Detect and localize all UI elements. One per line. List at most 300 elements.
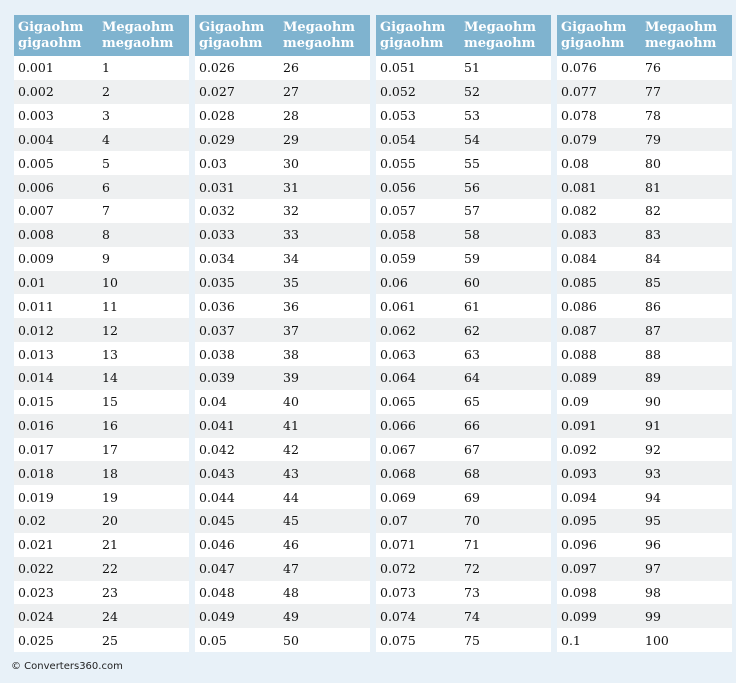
megaohm-value: 89 [641,366,732,390]
megaohm-value: 64 [460,366,551,390]
conversion-table-4 [557,15,732,652]
gigaohm-value: 0.018 [14,461,98,485]
megaohm-value: 18 [98,461,189,485]
megaohm-value: 41 [279,414,370,438]
megaohm-value: 84 [641,247,732,271]
megaohm-value: 8 [98,223,189,247]
megaohm-value: 32 [279,199,370,223]
table-row [14,199,189,223]
megaohm-value: 4 [98,128,189,152]
megaohm-value: 55 [460,151,551,175]
table-row [557,294,732,318]
megaohm-value: 11 [98,294,189,318]
megaohm-value: 19 [98,485,189,509]
megaohm-value: 5 [98,151,189,175]
table-row [376,104,551,128]
megaohm-value: 56 [460,175,551,199]
table-row [14,128,189,152]
gigaohm-value: 0.045 [195,509,279,533]
table-row [557,342,732,366]
table-row [557,56,732,80]
table-row [195,318,370,342]
table-row [195,80,370,104]
megaohm-value: 68 [460,461,551,485]
gigaohm-value: 0.092 [557,438,641,462]
table-row [195,199,370,223]
table-header-row [195,15,370,56]
conversion-table-3 [376,15,551,652]
gigaohm-value: 0.037 [195,318,279,342]
table-row [14,628,189,652]
gigaohm-value: 0.03 [195,151,279,175]
table-row [557,557,732,581]
gigaohm-value: 0.04 [195,390,279,414]
megaohm-value: 71 [460,533,551,557]
gigaohm-value: 0.042 [195,438,279,462]
megaohm-value: 60 [460,271,551,295]
gigaohm-value: 0.031 [195,175,279,199]
megaohm-value: 52 [460,80,551,104]
table-row [14,80,189,104]
table-row [557,247,732,271]
gigaohm-value: 0.06 [376,271,460,295]
gigaohm-value: 0.014 [14,366,98,390]
gigaohm-value: 0.07 [376,509,460,533]
gigaohm-value: 0.013 [14,342,98,366]
gigaohm-column-header: Gigaohm gigaohm [195,15,279,56]
gigaohm-value: 0.065 [376,390,460,414]
megaohm-value: 34 [279,247,370,271]
gigaohm-value: 0.01 [14,271,98,295]
megaohm-value: 61 [460,294,551,318]
table-row [376,509,551,533]
table-row [195,342,370,366]
table-row [557,533,732,557]
gigaohm-value: 0.062 [376,318,460,342]
table-row [376,581,551,605]
gigaohm-value: 0.028 [195,104,279,128]
megaohm-value: 2 [98,80,189,104]
table-row [195,56,370,80]
table-row [376,247,551,271]
table-row [557,104,732,128]
table-row [195,628,370,652]
gigaohm-value: 0.008 [14,223,98,247]
megaohm-value: 1 [98,56,189,80]
megaohm-value: 75 [460,628,551,652]
gigaohm-value: 0.078 [557,104,641,128]
megaohm-value: 80 [641,151,732,175]
megaohm-value: 24 [98,604,189,628]
megaohm-value: 76 [641,56,732,80]
table-row [376,366,551,390]
table-row [195,414,370,438]
gigaohm-value: 0.025 [14,628,98,652]
table-row [14,318,189,342]
table-row [376,151,551,175]
table-row [195,485,370,509]
table-row [14,604,189,628]
megaohm-value: 66 [460,414,551,438]
gigaohm-value: 0.083 [557,223,641,247]
megaohm-value: 26 [279,56,370,80]
table-row [376,485,551,509]
table-row [376,128,551,152]
table-row [14,342,189,366]
gigaohm-value: 0.067 [376,438,460,462]
table-header-row [557,15,732,56]
table-row [195,128,370,152]
gigaohm-value: 0.074 [376,604,460,628]
gigaohm-value: 0.047 [195,557,279,581]
table-row [14,175,189,199]
megaohm-value: 21 [98,533,189,557]
gigaohm-value: 0.057 [376,199,460,223]
table-row [14,366,189,390]
megaohm-value: 93 [641,461,732,485]
table-row [14,438,189,462]
table-row [557,223,732,247]
gigaohm-value: 0.051 [376,56,460,80]
megaohm-value: 27 [279,80,370,104]
table-row [14,533,189,557]
gigaohm-value: 0.082 [557,199,641,223]
gigaohm-value: 0.017 [14,438,98,462]
megaohm-value: 7 [98,199,189,223]
megaohm-value: 77 [641,80,732,104]
copyright-footer: © Converters360.com [11,661,123,672]
gigaohm-value: 0.091 [557,414,641,438]
megaohm-value: 58 [460,223,551,247]
gigaohm-value: 0.061 [376,294,460,318]
megaohm-value: 70 [460,509,551,533]
gigaohm-value: 0.032 [195,199,279,223]
gigaohm-value: 0.006 [14,175,98,199]
megaohm-value: 12 [98,318,189,342]
conversion-table-2 [195,15,370,652]
gigaohm-value: 0.021 [14,533,98,557]
megaohm-value: 92 [641,438,732,462]
megaohm-value: 97 [641,557,732,581]
table-row [14,581,189,605]
table-row [376,199,551,223]
table-row [557,581,732,605]
megaohm-value: 54 [460,128,551,152]
gigaohm-value: 0.059 [376,247,460,271]
table-row [195,604,370,628]
gigaohm-value: 0.019 [14,485,98,509]
megaohm-value: 74 [460,604,551,628]
table-row [557,604,732,628]
gigaohm-value: 0.077 [557,80,641,104]
gigaohm-value: 0.003 [14,104,98,128]
table-row [557,390,732,414]
table-row [376,80,551,104]
megaohm-value: 96 [641,533,732,557]
table-row [557,199,732,223]
megaohm-value: 35 [279,271,370,295]
table-row [376,318,551,342]
megaohm-value: 17 [98,438,189,462]
megaohm-value: 22 [98,557,189,581]
gigaohm-value: 0.038 [195,342,279,366]
table-row [195,557,370,581]
megaohm-value: 85 [641,271,732,295]
table-row [14,485,189,509]
megaohm-value: 33 [279,223,370,247]
megaohm-value: 88 [641,342,732,366]
megaohm-value: 86 [641,294,732,318]
megaohm-value: 6 [98,175,189,199]
table-row [195,223,370,247]
gigaohm-value: 0.086 [557,294,641,318]
gigaohm-value: 0.064 [376,366,460,390]
table-row [376,414,551,438]
gigaohm-value: 0.071 [376,533,460,557]
gigaohm-value: 0.097 [557,557,641,581]
megaohm-value: 3 [98,104,189,128]
table-row [14,56,189,80]
megaohm-value: 95 [641,509,732,533]
gigaohm-value: 0.05 [195,628,279,652]
megaohm-value: 30 [279,151,370,175]
gigaohm-value: 0.004 [14,128,98,152]
gigaohm-value: 0.023 [14,581,98,605]
conversion-tables [14,15,732,652]
gigaohm-column-header: Gigaohm gigaohm [14,15,98,56]
gigaohm-value: 0.011 [14,294,98,318]
gigaohm-value: 0.072 [376,557,460,581]
table-row [14,461,189,485]
table-row [376,342,551,366]
gigaohm-value: 0.015 [14,390,98,414]
megaohm-value: 91 [641,414,732,438]
table-row [376,557,551,581]
megaohm-value: 14 [98,366,189,390]
gigaohm-column-header: Gigaohm gigaohm [557,15,641,56]
table-row [376,533,551,557]
gigaohm-value: 0.069 [376,485,460,509]
gigaohm-value: 0.085 [557,271,641,295]
gigaohm-value: 0.076 [557,56,641,80]
megaohm-value: 53 [460,104,551,128]
gigaohm-value: 0.007 [14,199,98,223]
megaohm-value: 90 [641,390,732,414]
table-row [557,485,732,509]
gigaohm-value: 0.02 [14,509,98,533]
table-row [195,104,370,128]
megaohm-value: 25 [98,628,189,652]
table-row [557,175,732,199]
table-row [376,175,551,199]
megaohm-value: 28 [279,104,370,128]
gigaohm-value: 0.099 [557,604,641,628]
gigaohm-value: 0.005 [14,151,98,175]
gigaohm-value: 0.043 [195,461,279,485]
table-row [14,390,189,414]
megaohm-value: 13 [98,342,189,366]
megaohm-value: 36 [279,294,370,318]
table-row [557,80,732,104]
table-row [376,461,551,485]
megaohm-value: 23 [98,581,189,605]
gigaohm-value: 0.055 [376,151,460,175]
megaohm-value: 44 [279,485,370,509]
gigaohm-value: 0.073 [376,581,460,605]
megaohm-value: 29 [279,128,370,152]
table-row [14,223,189,247]
gigaohm-value: 0.036 [195,294,279,318]
megaohm-value: 65 [460,390,551,414]
gigaohm-value: 0.012 [14,318,98,342]
gigaohm-value: 0.093 [557,461,641,485]
table-row [14,414,189,438]
megaohm-value: 51 [460,56,551,80]
gigaohm-value: 0.026 [195,56,279,80]
table-row [376,223,551,247]
gigaohm-value: 0.048 [195,581,279,605]
gigaohm-value: 0.066 [376,414,460,438]
megaohm-value: 47 [279,557,370,581]
megaohm-value: 57 [460,199,551,223]
table-row [557,271,732,295]
gigaohm-value: 0.052 [376,80,460,104]
table-row [195,366,370,390]
megaohm-value: 48 [279,581,370,605]
megaohm-value: 82 [641,199,732,223]
megaohm-value: 99 [641,604,732,628]
megaohm-value: 59 [460,247,551,271]
megaohm-value: 45 [279,509,370,533]
gigaohm-value: 0.056 [376,175,460,199]
table-row [557,438,732,462]
megaohm-value: 78 [641,104,732,128]
megaohm-column-header: Megaohm megaohm [98,15,189,56]
gigaohm-value: 0.096 [557,533,641,557]
table-row [376,628,551,652]
table-header-row [376,15,551,56]
megaohm-value: 63 [460,342,551,366]
table-row [14,294,189,318]
megaohm-value: 15 [98,390,189,414]
megaohm-value: 62 [460,318,551,342]
gigaohm-value: 0.095 [557,509,641,533]
gigaohm-value: 0.034 [195,247,279,271]
gigaohm-value: 0.094 [557,485,641,509]
megaohm-value: 67 [460,438,551,462]
megaohm-value: 79 [641,128,732,152]
megaohm-value: 49 [279,604,370,628]
gigaohm-value: 0.087 [557,318,641,342]
megaohm-value: 20 [98,509,189,533]
gigaohm-value: 0.046 [195,533,279,557]
gigaohm-value: 0.053 [376,104,460,128]
megaohm-value: 72 [460,557,551,581]
megaohm-value: 100 [641,628,732,652]
table-row [195,509,370,533]
table-row [557,509,732,533]
gigaohm-value: 0.081 [557,175,641,199]
table-row [557,414,732,438]
table-row [195,271,370,295]
table-row [14,557,189,581]
table-row [14,509,189,533]
gigaohm-value: 0.029 [195,128,279,152]
gigaohm-value: 0.089 [557,366,641,390]
table-row [14,151,189,175]
table-row [195,247,370,271]
gigaohm-value: 0.1 [557,628,641,652]
table-row [14,104,189,128]
table-header-row [14,15,189,56]
table-row [376,271,551,295]
megaohm-value: 94 [641,485,732,509]
table-row [376,438,551,462]
gigaohm-value: 0.009 [14,247,98,271]
gigaohm-value: 0.063 [376,342,460,366]
megaohm-value: 81 [641,175,732,199]
megaohm-value: 39 [279,366,370,390]
table-row [376,604,551,628]
gigaohm-value: 0.027 [195,80,279,104]
megaohm-value: 40 [279,390,370,414]
megaohm-value: 16 [98,414,189,438]
table-row [195,151,370,175]
gigaohm-value: 0.054 [376,128,460,152]
table-row [557,151,732,175]
table-row [14,247,189,271]
table-row [195,581,370,605]
megaohm-value: 10 [98,271,189,295]
table-row [195,438,370,462]
table-row [195,175,370,199]
gigaohm-value: 0.033 [195,223,279,247]
table-row [14,271,189,295]
table-row [557,366,732,390]
conversion-table-1 [14,15,189,652]
gigaohm-value: 0.039 [195,366,279,390]
gigaohm-value: 0.079 [557,128,641,152]
megaohm-value: 73 [460,581,551,605]
gigaohm-value: 0.041 [195,414,279,438]
gigaohm-value: 0.08 [557,151,641,175]
table-row [376,390,551,414]
megaohm-value: 42 [279,438,370,462]
megaohm-value: 69 [460,485,551,509]
megaohm-value: 31 [279,175,370,199]
gigaohm-value: 0.035 [195,271,279,295]
table-row [557,461,732,485]
table-row [557,318,732,342]
table-row [376,56,551,80]
gigaohm-value: 0.049 [195,604,279,628]
gigaohm-value: 0.024 [14,604,98,628]
megaohm-column-header: Megaohm megaohm [641,15,732,56]
megaohm-column-header: Megaohm megaohm [460,15,551,56]
megaohm-value: 50 [279,628,370,652]
gigaohm-value: 0.09 [557,390,641,414]
gigaohm-value: 0.068 [376,461,460,485]
gigaohm-value: 0.002 [14,80,98,104]
gigaohm-value: 0.075 [376,628,460,652]
gigaohm-value: 0.088 [557,342,641,366]
table-row [195,294,370,318]
megaohm-value: 87 [641,318,732,342]
table-row [557,628,732,652]
megaohm-value: 38 [279,342,370,366]
megaohm-value: 46 [279,533,370,557]
megaohm-value: 83 [641,223,732,247]
